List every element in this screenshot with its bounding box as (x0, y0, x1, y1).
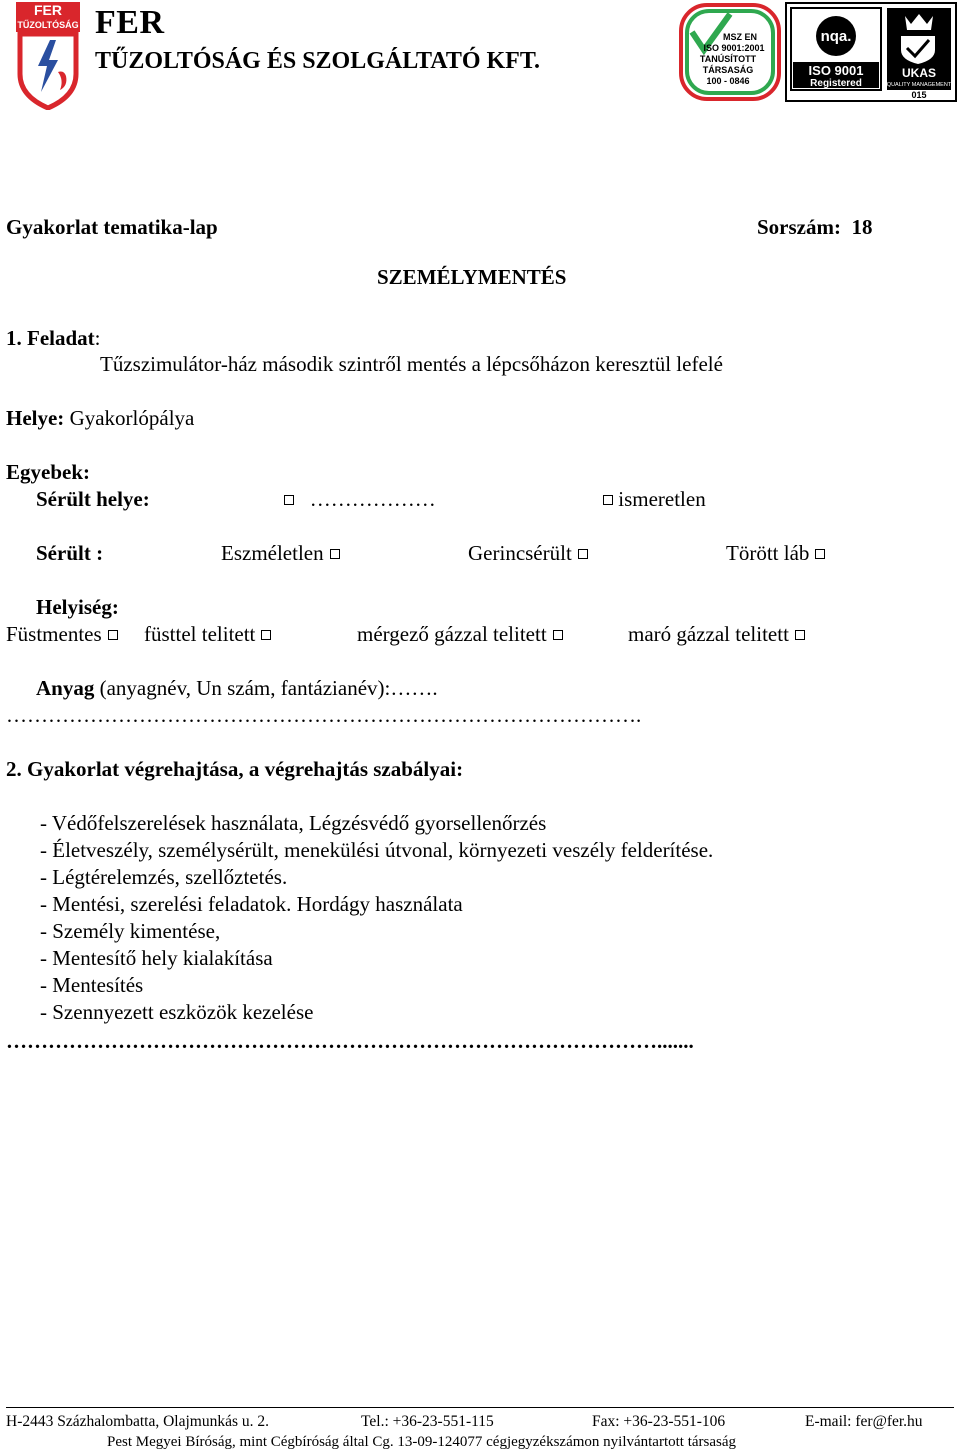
task-label: 1. Feladat (6, 326, 95, 350)
option-label: mérgező gázzal telitett (357, 622, 547, 646)
material-dots: ………………………………………………………………………………. (6, 703, 642, 727)
option-label: Gerincsérült (468, 541, 572, 565)
checkbox[interactable] (108, 630, 118, 640)
injury-place-blank-option[interactable] (284, 487, 436, 512)
end-dots: …………………………………………………………………………………....... (6, 1029, 694, 1053)
checkbox[interactable] (261, 630, 271, 640)
room-option-toxic-gas[interactable] (357, 622, 563, 647)
document-title: Gyakorlat tematika-lap (6, 215, 218, 239)
rule-item: - Mentesítő hely kialakítása (40, 946, 273, 970)
cert3-sub-text: QUALITY MANAGEMENT (886, 82, 952, 88)
nqa-ukas-cert-badge (785, 2, 957, 102)
logo-tuzoltosag-lettering: TŰZOLTÓSÁG (17, 20, 79, 30)
fire-brigade-shield-icon (14, 2, 82, 110)
checkbox[interactable] (603, 495, 613, 505)
injury-place-unknown: ismeretlen (618, 487, 706, 511)
footer-divider (6, 1407, 954, 1408)
place-label: Helye: (6, 406, 65, 430)
footer-email[interactable]: E-mail: fer@fer.hu (805, 1413, 923, 1430)
rule-item: - Szennyezett eszközök kezelése (40, 1000, 314, 1024)
cert1-line-5: 100 - 0846 (706, 76, 750, 86)
material-text: (anyagnév, Un szám, fantázianév):……. (94, 676, 438, 700)
room-option-corrosive-gas[interactable] (628, 622, 805, 647)
logo-fer-lettering: FER (34, 2, 62, 18)
cert3-ukas-text: UKAS (901, 66, 937, 80)
cert1-line-2: ISO 9001:2001 (703, 43, 765, 53)
company-short-name: FER (95, 4, 165, 41)
task-description: Tűzszimulátor-ház második szintről mentés a lépcsőházon keresztül lefelé (100, 352, 723, 376)
serial-label: Sorszám: (757, 215, 841, 239)
cert2-iso-text: ISO 9001 (808, 63, 864, 78)
footer-registry: Pest Megyei Bíróság, mint Cégbíróság által Cg. 13-09-124077 cégjegyzékszámon nyilvántartott társaság (107, 1434, 737, 1450)
option-label: füsttel telitett (144, 622, 256, 646)
injury-place-label: Sérült helye: (36, 487, 150, 511)
page-heading: SZEMÉLYMENTÉS (377, 265, 567, 289)
option-label: Törött láb (726, 541, 810, 565)
injury-place-unknown-option[interactable] (603, 487, 706, 512)
option-label: Füstmentes (6, 622, 102, 646)
injured-option-spinal[interactable] (468, 541, 588, 566)
rules-list (40, 810, 713, 1026)
checkbox[interactable] (553, 630, 563, 640)
injury-place-blank: ……………… (309, 487, 436, 511)
serial-value: 18 (851, 215, 873, 239)
company-full-name: TŰZOLTÓSÁG ÉS SZOLGÁLTATÓ KFT. (95, 48, 541, 74)
rule-item: - Légtérelemzés, szellőztetés. (40, 865, 288, 889)
msz-iso-cert-badge (678, 2, 782, 102)
room-label: Helyiség: (36, 595, 119, 619)
option-label: maró gázzal telitett (628, 622, 789, 646)
checkbox[interactable] (795, 630, 805, 640)
injured-option-unconscious[interactable] (221, 541, 340, 566)
checkbox[interactable] (284, 495, 294, 505)
task-heading (6, 326, 101, 351)
serial-number (757, 215, 872, 240)
cert2-registered-text: Registered (810, 78, 862, 89)
injured-label: Sérült : (36, 541, 104, 565)
footer-tel: Tel.: +36-23-551-115 (361, 1413, 494, 1430)
room-option-smoke-filled[interactable] (144, 622, 271, 647)
cert2-nqa-text: nqa. (820, 28, 852, 45)
checkbox[interactable] (815, 549, 825, 559)
footer-address: H-2443 Százhalombatta, Olajmunkás u. 2. (6, 1413, 270, 1430)
checkbox[interactable] (578, 549, 588, 559)
cert1-line-1: MSZ EN (722, 32, 758, 42)
place-value: Gyakorlópálya (64, 406, 195, 430)
material-label: Anyag (36, 676, 95, 700)
cert1-line-4: TÁRSASÁG (702, 65, 754, 75)
injured-option-broken-leg[interactable] (726, 541, 825, 566)
checkbox[interactable] (330, 549, 340, 559)
rule-item: - Védőfelszerelések használata, Légzésvédő gyorsellenőrzés (40, 811, 547, 835)
rule-item: - Mentesítés (40, 973, 144, 997)
section2-title: 2. Gyakorlat végrehajtása, a végrehajtás szabályai: (6, 757, 464, 781)
task-colon: : (94, 326, 101, 350)
cert1-line-3: TANÚSÍTOTT (699, 54, 757, 64)
material-line (36, 676, 438, 701)
room-option-smokefree[interactable] (6, 622, 118, 647)
footer-fax: Fax: +36-23-551-106 (592, 1413, 726, 1430)
place-line (6, 406, 194, 431)
other-label: Egyebek: (6, 460, 90, 484)
company-logo (14, 2, 82, 110)
rule-item: - Mentési, szerelési feladatok. Hordágy használata (40, 892, 463, 916)
rule-item: - Személy kimentése, (40, 919, 221, 943)
cert3-number-text: 015 (911, 90, 927, 100)
rule-item: - Életveszély, személysérült, menekülési útvonal, környezeti veszély felderítése. (40, 838, 714, 862)
option-label: Eszméletlen (221, 541, 324, 565)
